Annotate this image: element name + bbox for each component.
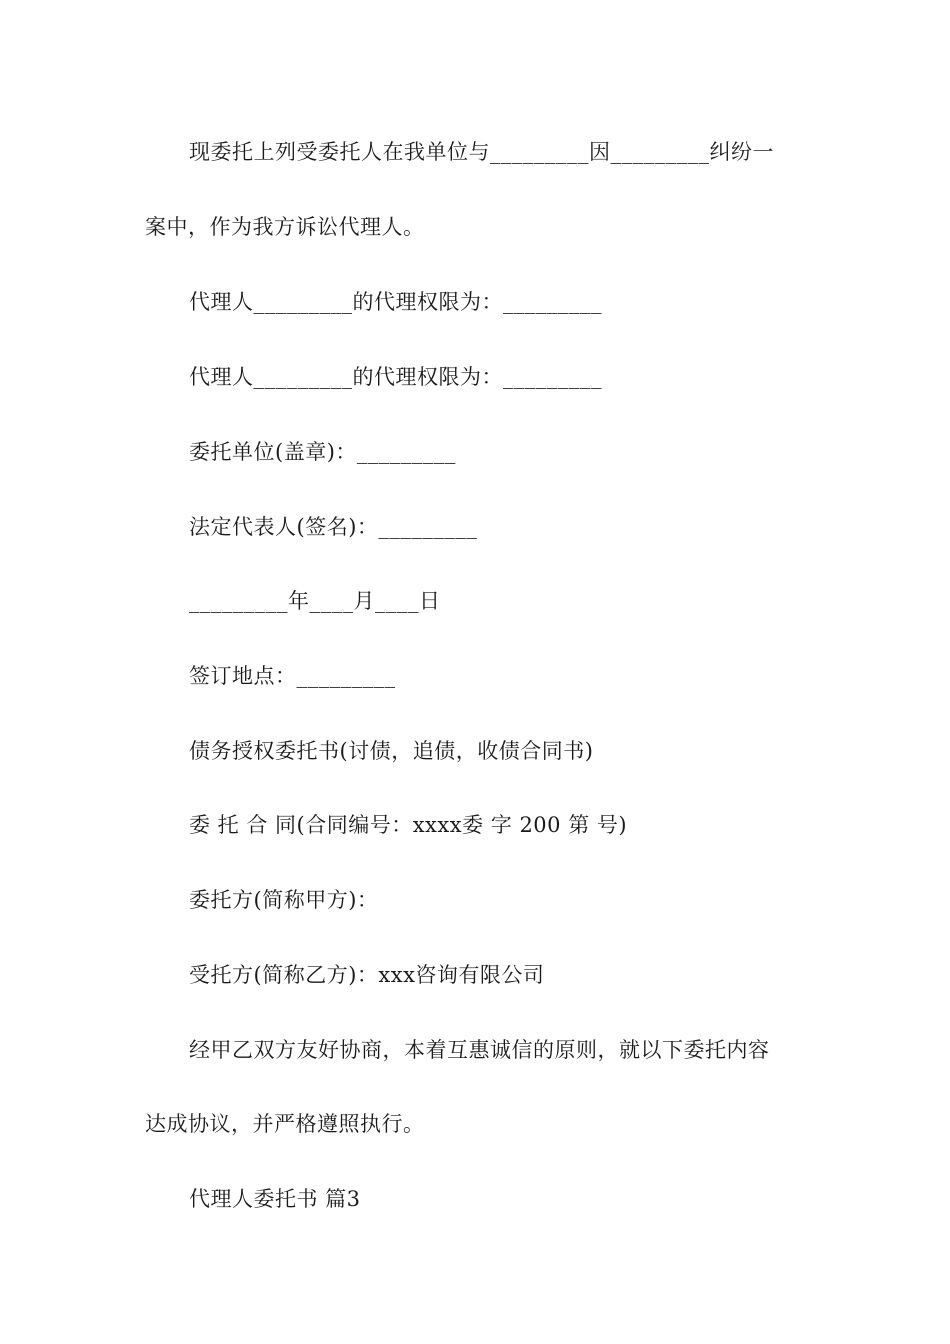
legal-representative-signature-line: 法定代表人(签名)：_________ — [189, 515, 478, 539]
agreement-paragraph-start: 经甲乙双方友好协商，本着互惠诚信的原则，就以下委托内容 — [189, 1038, 770, 1062]
party-b-line: 受托方(简称乙方)：xxx咨询有限公司 — [189, 963, 545, 987]
agent-authority-line-2: 代理人_________的代理权限为：_________ — [189, 365, 602, 389]
contract-title-line: 委 托 合 同(合同编号：xxxx委 字 200 第 号) — [189, 813, 628, 837]
paragraph-entrust-end: 案中，作为我方诉讼代理人。 — [145, 215, 425, 239]
date-line: _________年____月____日 — [189, 589, 441, 613]
paragraph-entrust-start: 现委托上列受委托人在我单位与_________因_________纠纷一 — [189, 140, 774, 164]
signing-place-line: 签订地点：_________ — [189, 664, 396, 688]
entrusting-unit-seal-line: 委托单位(盖章)：_________ — [189, 440, 456, 464]
agreement-paragraph-end: 达成协议，并严格遵照执行。 — [145, 1112, 425, 1136]
section-heading-debt-authorization: 债务授权委托书(讨债，追债，收债合同书) — [189, 739, 594, 763]
section-heading-part-3: 代理人委托书 篇3 — [189, 1187, 361, 1211]
agent-authority-line-1: 代理人_________的代理权限为：_________ — [189, 290, 602, 314]
party-a-line: 委托方(简称甲方)： — [189, 888, 379, 912]
